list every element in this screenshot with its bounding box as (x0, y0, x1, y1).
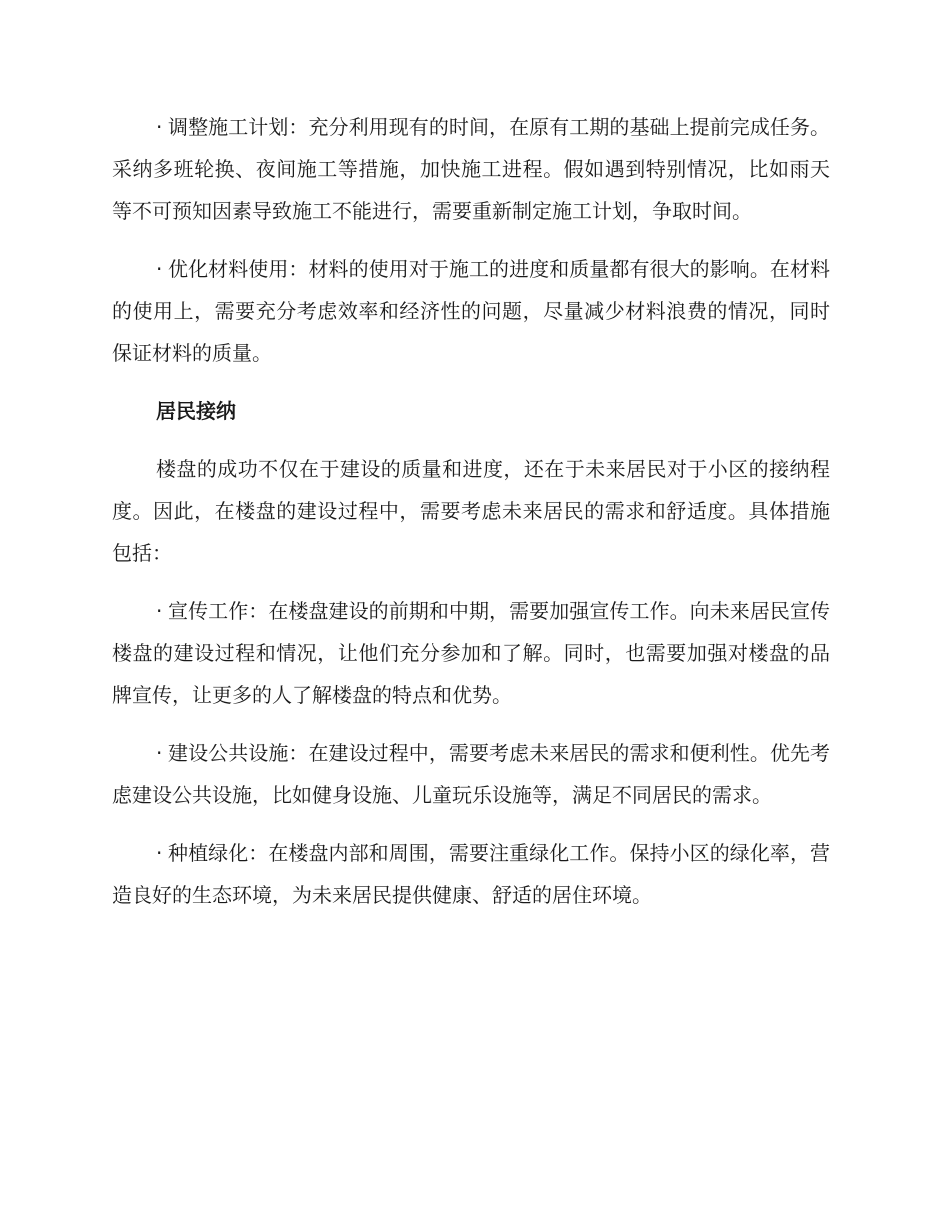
bullet-marker: · (156, 115, 163, 139)
paragraph-greening (112, 832, 830, 916)
paragraph-text: 优化材料使用：材料的使用对于施工的进度和质量都有很大的影响。在材料的使用上，需要充分考虑效率和经济性的问题，尽量减少材料浪费的情况，同时保证材料的质量。 (112, 257, 830, 365)
paragraph-optimize-materials (112, 248, 830, 374)
section-intro: 楼盘的成功不仅在于建设的质量和进度，还在于未来居民对于小区的接纳程度。因此，在楼盘的建设过程中，需要考虑未来居民的需求和舒适度。具体措施包括： (112, 457, 830, 565)
paragraph-public-facilities (112, 732, 830, 816)
paragraph-adjust-plan (112, 106, 830, 232)
document-page (112, 106, 830, 932)
paragraph-publicity (112, 590, 830, 716)
paragraph-text: 建设公共设施：在建设过程中，需要考虑未来居民的需求和便利性。优先考虑建设公共设施，比如健身设施、儿童玩乐设施等，满足不同居民的需求。 (112, 741, 830, 807)
bullet-marker: · (156, 841, 163, 865)
section-heading: 居民接纳 (156, 399, 236, 423)
bullet-marker: · (156, 257, 163, 281)
paragraph-text: 种植绿化：在楼盘内部和周围，需要注重绿化工作。保持小区的绿化率，营造良好的生态环境，为未来居民提供健康、舒适的居住环境。 (112, 841, 830, 907)
bullet-marker: · (156, 741, 163, 765)
bullet-marker: · (156, 599, 163, 623)
paragraph-text: 宣传工作：在楼盘建设的前期和中期，需要加强宣传工作。向未来居民宣传楼盘的建设过程和情况，让他们充分参加和了解。同时，也需要加强对楼盘的品牌宣传，让更多的人了解楼盘的特点和优势。 (112, 599, 830, 707)
paragraph-text: 调整施工计划：充分利用现有的时间，在原有工期的基础上提前完成任务。采纳多班轮换、夜间施工等措施，加快施工进程。假如遇到特别情况，比如雨天等不可预知因素导致施工不能进行，需要重新制定施工计划，争取时间。 (112, 115, 830, 223)
